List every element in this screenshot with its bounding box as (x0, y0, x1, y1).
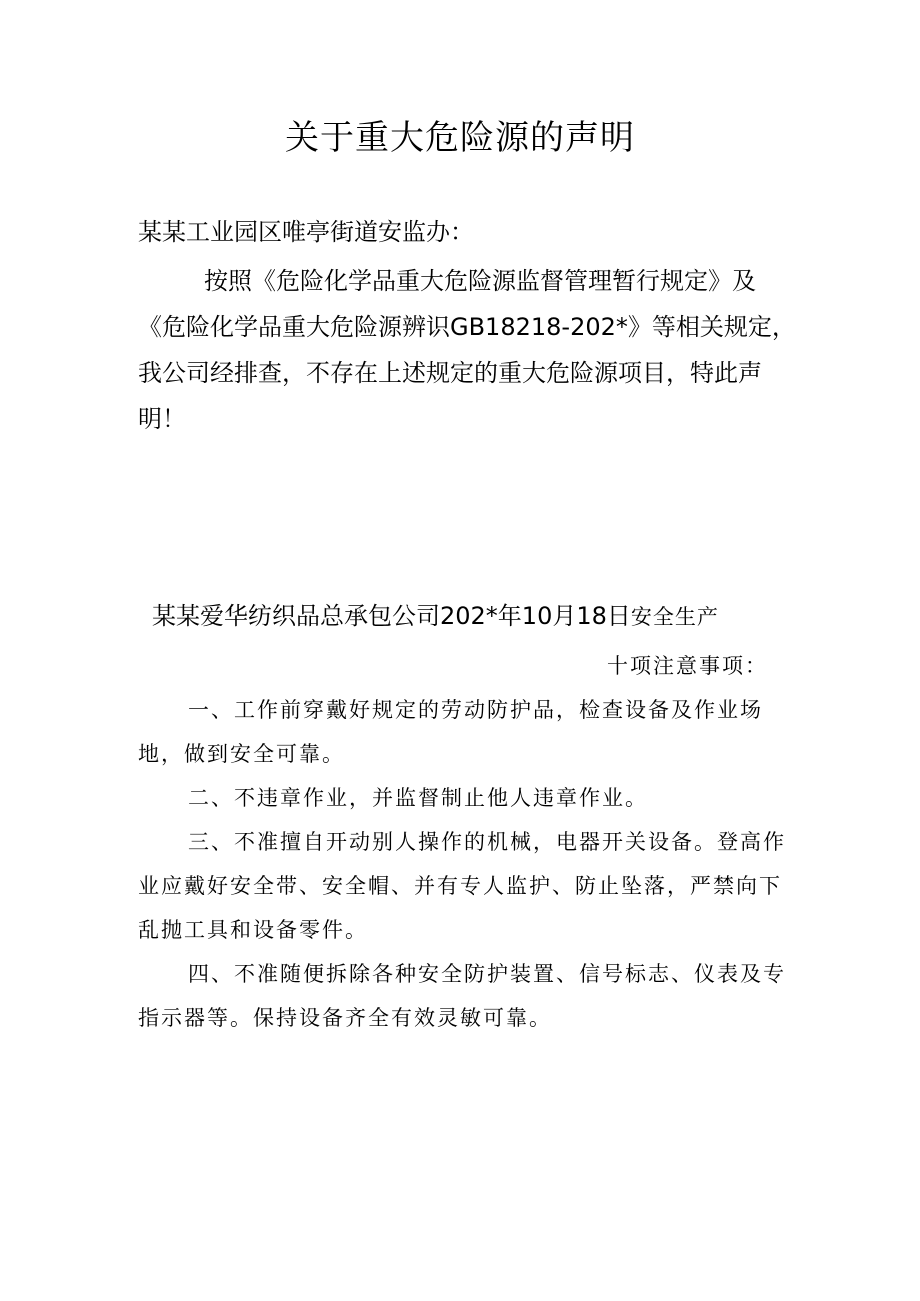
safety-subheading: 十项注意事项： (607, 654, 768, 678)
safety-rule-1: 一、工作前穿戴好规定的劳动防护品，检查设备及作业场地，做到安全可靠。 (138, 698, 763, 766)
safety-rule-2: 二、不违章作业，并监督制止他人违章作业。 (188, 786, 648, 810)
safety-rule-3: 三、不准擅自开动别人操作的机械，电器开关设备。登高作业应戴好安全带、安全帽、并有专人监护、防止坠落，严禁向下乱抛工具和设备零件。 (138, 830, 786, 942)
signature-date-line (152, 592, 812, 641)
signature-date: 某某爱华纺织品总承包公司202*年10月18日 (152, 602, 631, 630)
addressee-line: 某某工业园区唯亭街道安监办： (138, 218, 474, 246)
document-title: 关于重大危险源的声明 (285, 118, 635, 158)
signature-tail: 安全生产 (630, 605, 719, 629)
safety-rule-4: 四、不准随便拆除各种安全防护装置、信号标志、仪表及专指示器等。保持设备齐全有效灵敏可靠。 (138, 962, 786, 1030)
declaration-paragraph: 按照《危险化学品重大危险源监督管理暂行规定》及《危险化学品重大危险源辨识GB18218-202*》等相关规定，我公司经排查，不存在上述规定的重大危险源项目，特此声明！ (138, 267, 796, 433)
